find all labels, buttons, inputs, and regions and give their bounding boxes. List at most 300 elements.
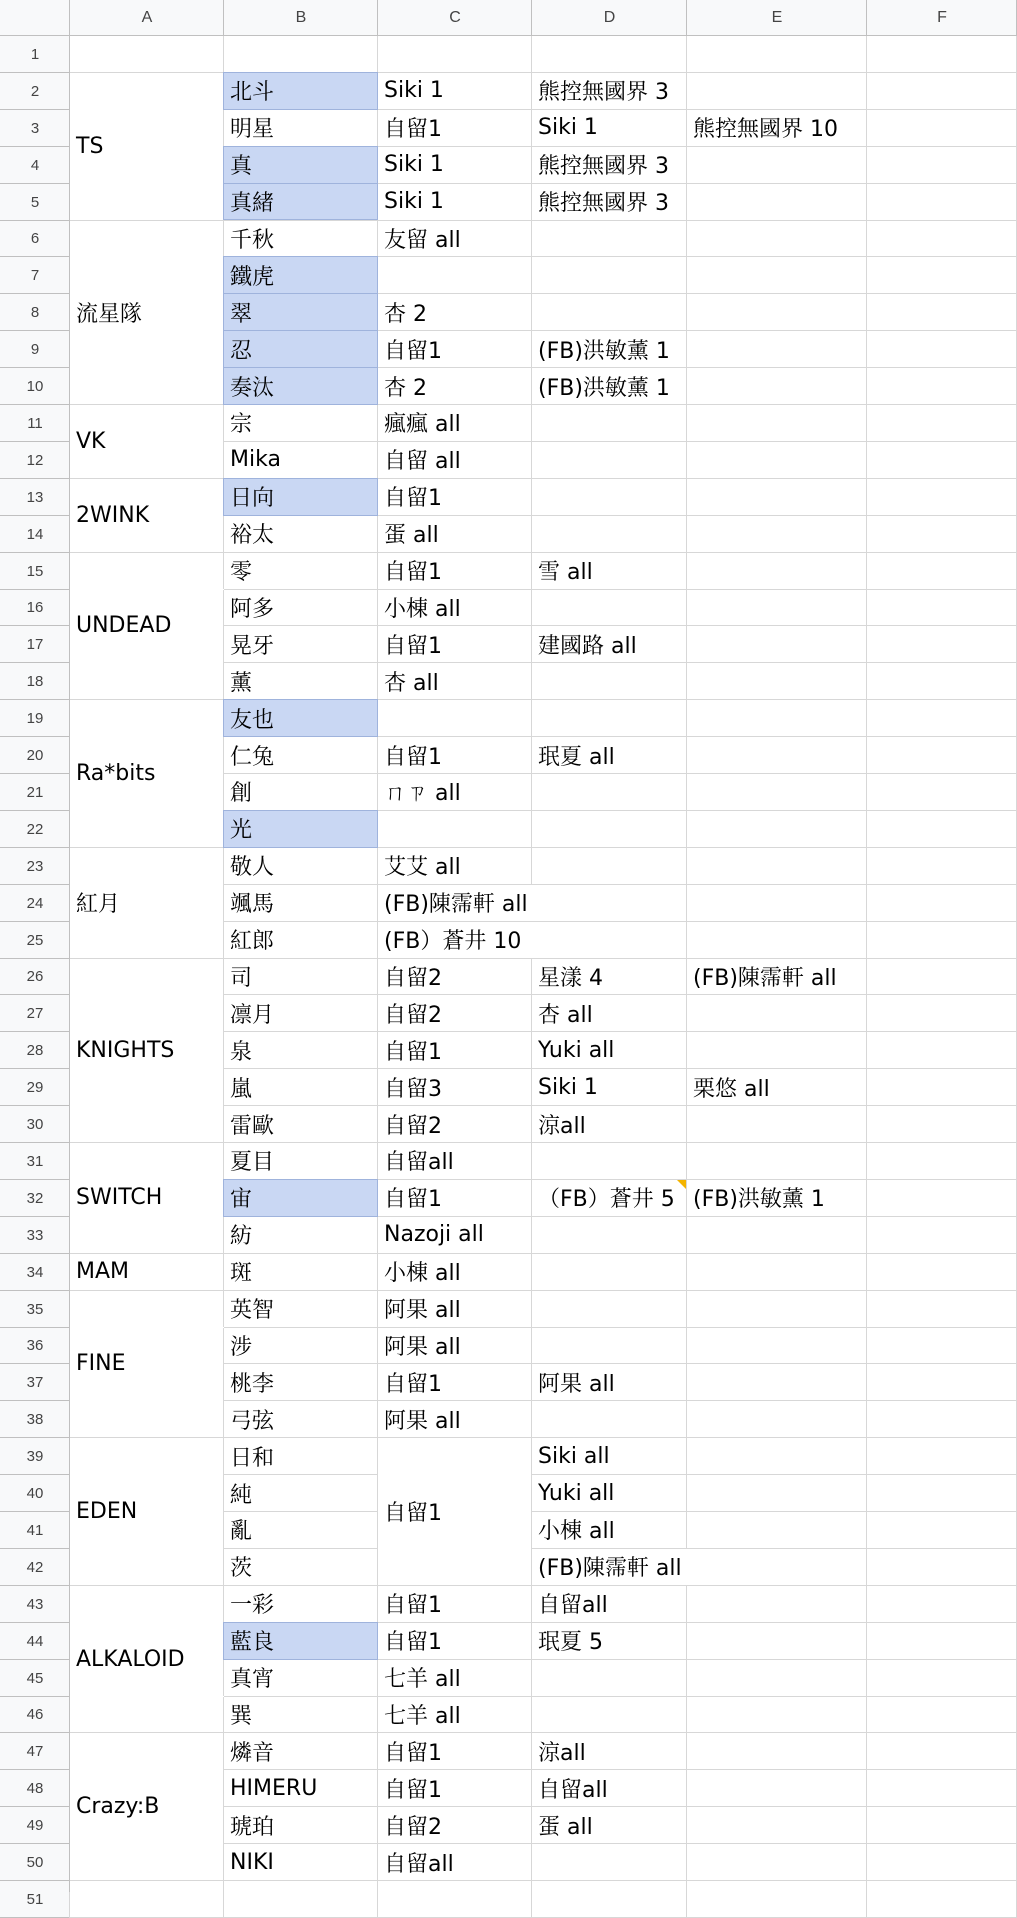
gridline [687, 1253, 867, 1254]
gridline [531, 774, 532, 811]
row-header[interactable]: 47 [0, 1733, 70, 1770]
cell[interactable]: 自留all [384, 1851, 454, 1877]
cell[interactable]: 自留2 [384, 1002, 442, 1028]
cell[interactable]: 宙 [224, 1180, 377, 1216]
cell[interactable]: 燐音 [230, 1740, 275, 1766]
cell[interactable]: 蛋 all [538, 1814, 593, 1840]
gridline [0, 921, 70, 922]
cell[interactable]: 杏 all [538, 1002, 593, 1028]
gridline [686, 1364, 687, 1401]
gridline [866, 1180, 867, 1217]
cell[interactable]: Yuki all [538, 1037, 615, 1063]
cell[interactable]: 瘋瘋 all [384, 412, 461, 438]
cell[interactable]: 自留1 [384, 1630, 442, 1656]
cell[interactable]: 小棟 all [384, 1261, 461, 1287]
row-header[interactable]: 40 [0, 1475, 70, 1512]
cell[interactable]: 奏汰 [224, 368, 377, 404]
gridline [867, 1769, 1017, 1770]
cell[interactable]: 自留 all [384, 449, 461, 475]
gridline [223, 36, 224, 73]
cell[interactable]: Siki 1 [384, 152, 444, 178]
cell[interactable]: 琥珀 [230, 1814, 275, 1840]
gridline [532, 220, 687, 221]
gridline [0, 1585, 70, 1586]
cell[interactable]: 斑 [230, 1261, 253, 1287]
row-header[interactable]: 9 [0, 331, 70, 368]
cell[interactable]: 雷歐 [230, 1113, 275, 1139]
cell[interactable]: 薰 [230, 670, 253, 696]
cell[interactable]: 自留1 [384, 486, 442, 512]
cell[interactable]: (FB）蒼井 10 [384, 929, 522, 955]
row-header[interactable]: 39 [0, 1438, 70, 1475]
cell-group[interactable]: SWITCH [70, 1143, 223, 1253]
gridline [377, 0, 378, 36]
row-header[interactable]: 3 [0, 110, 70, 147]
gridline [0, 847, 70, 848]
cell[interactable]: 阿多 [230, 596, 275, 622]
row-header[interactable]: 11 [0, 405, 70, 442]
cell[interactable]: 自留all [538, 1593, 608, 1619]
gridline [867, 1437, 1017, 1438]
cell-group[interactable]: ALKALOID [70, 1586, 223, 1733]
gridline [866, 1807, 867, 1844]
cell[interactable]: Siki all [538, 1443, 610, 1469]
row-header[interactable]: 32 [0, 1180, 70, 1217]
row-header[interactable]: 14 [0, 516, 70, 553]
gridline [531, 1291, 532, 1328]
gridline [687, 367, 867, 368]
gridline [686, 1143, 687, 1180]
gridline [867, 330, 1017, 331]
cell[interactable]: 熊控無國界 3 [538, 154, 669, 180]
row-header[interactable]: 18 [0, 663, 70, 700]
cell[interactable]: 自留2 [384, 1113, 442, 1139]
row-header[interactable]: 7 [0, 257, 70, 294]
gridline [686, 0, 687, 36]
cell[interactable]: 涼all [538, 1740, 586, 1766]
gridline [687, 515, 867, 516]
gridline [0, 958, 70, 959]
cell[interactable]: 雪 all [538, 560, 593, 586]
highlight-border [223, 810, 378, 848]
cell[interactable]: 自留all [384, 1150, 454, 1176]
gridline [686, 331, 687, 368]
cell[interactable]: Nazoji all [384, 1222, 484, 1248]
row-header[interactable]: 29 [0, 1069, 70, 1106]
row-header[interactable]: 5 [0, 184, 70, 221]
gridline [531, 848, 532, 885]
cell-group[interactable]: KNIGHTS [70, 959, 223, 1143]
cell-group[interactable]: MAM [70, 1254, 223, 1290]
gridline [686, 147, 687, 184]
cell[interactable]: 杏 2 [384, 301, 427, 327]
highlight-border [223, 1622, 378, 1660]
cell[interactable]: Yuki all [538, 1480, 615, 1506]
row-header[interactable]: 19 [0, 700, 70, 737]
cell[interactable]: (FB)陳霈軒 all [693, 965, 837, 991]
gridline [686, 257, 687, 294]
gridline [531, 1401, 532, 1438]
row-header[interactable]: 15 [0, 553, 70, 590]
gridline [687, 625, 867, 626]
row-header[interactable]: 36 [0, 1328, 70, 1365]
column-header-e[interactable]: E [687, 0, 867, 36]
cell[interactable]: 杏 2 [384, 375, 427, 401]
gridline [532, 1659, 687, 1660]
row-header[interactable]: 37 [0, 1364, 70, 1401]
row-header[interactable]: 49 [0, 1807, 70, 1844]
gridline [867, 662, 1017, 663]
comment-indicator-icon[interactable] [677, 1180, 686, 1189]
gridline [867, 441, 1017, 442]
cell[interactable]: 自留2 [384, 1814, 442, 1840]
cell[interactable]: 珉夏 all [538, 744, 615, 770]
column-header-d[interactable]: D [532, 0, 687, 36]
gridline [687, 847, 867, 848]
gridline [867, 1105, 1017, 1106]
column-header-f[interactable]: F [867, 0, 1017, 36]
gridline [686, 294, 687, 331]
cell[interactable]: 泉 [230, 1039, 253, 1065]
row-header[interactable]: 2 [0, 73, 70, 110]
gridline [867, 589, 1017, 590]
row-header[interactable]: 13 [0, 479, 70, 516]
row-header[interactable]: 31 [0, 1143, 70, 1180]
cell-group[interactable]: 2WINK [70, 479, 223, 552]
gridline [866, 1475, 867, 1512]
cell[interactable]: 真 [224, 147, 377, 183]
row-header[interactable]: 21 [0, 774, 70, 811]
cell[interactable]: 涼all [538, 1113, 586, 1139]
cell[interactable]: 紡 [230, 1224, 253, 1250]
gridline [70, 1880, 224, 1881]
gridline [866, 848, 867, 885]
gridline [0, 1732, 70, 1733]
gridline [0, 1327, 70, 1328]
row-header[interactable]: 26 [0, 959, 70, 996]
cell[interactable]: (FB)洪敏薰 1 [693, 1187, 825, 1213]
cell[interactable]: 鐵虎 [224, 257, 377, 293]
cell[interactable]: 明星 [230, 117, 275, 143]
cell[interactable]: 裕太 [230, 523, 275, 549]
gridline [0, 35, 1017, 36]
cell[interactable]: 自留1 [384, 1371, 442, 1397]
cell[interactable]: 建國路 all [538, 633, 637, 659]
cell-group[interactable]: Ra*bits [70, 700, 223, 847]
row-header[interactable]: 35 [0, 1291, 70, 1328]
cell-group[interactable]: VK [70, 405, 223, 478]
cell[interactable]: 弓弦 [230, 1408, 275, 1434]
gridline [687, 146, 867, 147]
cell[interactable]: 珉夏 5 [538, 1630, 603, 1656]
cell[interactable]: 涉 [230, 1334, 253, 1360]
cell[interactable]: 紅郎 [230, 929, 275, 955]
cell-merged[interactable]: 自留1 [378, 1438, 531, 1585]
row-header[interactable]: 27 [0, 995, 70, 1032]
cell[interactable]: 日和 [230, 1445, 275, 1471]
row-header[interactable]: 33 [0, 1217, 70, 1254]
cell[interactable]: NIKI [230, 1849, 274, 1875]
cell[interactable]: 晃牙 [230, 633, 275, 659]
column-header-c[interactable]: C [378, 0, 532, 36]
cell[interactable]: Mika [230, 447, 281, 473]
row-header[interactable]: 8 [0, 294, 70, 331]
gridline [867, 1880, 1017, 1881]
row-header[interactable]: 50 [0, 1844, 70, 1881]
cell[interactable]: 艾艾 all [384, 855, 461, 881]
row-header[interactable]: 25 [0, 922, 70, 959]
row-header[interactable]: 10 [0, 368, 70, 405]
cell[interactable]: (FB)陳霈軒 all [538, 1556, 682, 1582]
cell-group[interactable]: Crazy:B [70, 1733, 223, 1880]
cell[interactable]: 自留1 [384, 1039, 442, 1065]
cell[interactable]: 自留1 [384, 1740, 442, 1766]
gridline [531, 1143, 532, 1180]
gridline [687, 1031, 867, 1032]
gridline [0, 1548, 70, 1549]
cell[interactable]: 星漾 4 [538, 965, 603, 991]
gridline [0, 1659, 70, 1660]
cell[interactable]: 七羊 all [384, 1667, 461, 1693]
cell[interactable]: 英智 [230, 1298, 275, 1324]
gridline [0, 1880, 70, 1881]
gridline [687, 921, 867, 922]
gridline [687, 1585, 867, 1586]
gridline [0, 1068, 70, 1069]
gridline [532, 478, 687, 479]
cell[interactable]: 熊控無國界 3 [538, 80, 669, 106]
row-header[interactable]: 24 [0, 885, 70, 922]
gridline [687, 699, 867, 700]
cell[interactable]: 颯馬 [230, 892, 275, 918]
highlight-border [223, 293, 378, 331]
gridline [0, 367, 70, 368]
gridline [531, 1217, 532, 1254]
gridline [531, 36, 532, 73]
gridline [687, 773, 867, 774]
cell[interactable]: 阿果 all [384, 1408, 461, 1434]
cell[interactable]: 純 [230, 1482, 253, 1508]
cell[interactable]: 敬人 [230, 855, 275, 881]
cell-group[interactable]: 紅月 [70, 848, 223, 958]
cell[interactable]: 北斗 [224, 73, 377, 109]
gridline [531, 811, 532, 848]
gridline [686, 1512, 687, 1549]
cell[interactable]: 小棟 all [384, 596, 461, 622]
cell[interactable]: 杏 all [384, 670, 439, 696]
row-header[interactable]: 48 [0, 1770, 70, 1807]
gridline [867, 1622, 1017, 1623]
gridline [866, 811, 867, 848]
gridline [867, 146, 1017, 147]
cell[interactable]: 自留3 [384, 1076, 442, 1102]
gridline [686, 1032, 687, 1069]
row-header[interactable]: 42 [0, 1549, 70, 1586]
gridline [686, 442, 687, 479]
select-all-corner[interactable] [0, 0, 70, 36]
cell[interactable]: HIMERU [230, 1775, 318, 1801]
cell[interactable]: 蛋 all [384, 523, 439, 549]
cell[interactable]: 真緒 [224, 184, 377, 220]
row-header[interactable]: 45 [0, 1660, 70, 1697]
gridline [866, 147, 867, 184]
row-header[interactable]: 6 [0, 221, 70, 258]
gridline [0, 293, 70, 294]
gridline [867, 1511, 1017, 1512]
cell[interactable]: 自留1 [384, 117, 442, 143]
gridline [687, 1843, 867, 1844]
cell[interactable]: 自留1 [384, 633, 442, 659]
cell[interactable]: 司 [230, 965, 253, 991]
cell-group[interactable]: FINE [70, 1291, 223, 1438]
cell[interactable]: 藍良 [224, 1623, 377, 1659]
gridline [0, 72, 70, 73]
cell[interactable]: 友也 [224, 700, 377, 736]
row-header[interactable]: 41 [0, 1512, 70, 1549]
cell[interactable]: 自留1 [384, 1593, 442, 1619]
cell[interactable]: 仁兔 [230, 744, 275, 770]
cell[interactable]: 日向 [224, 479, 377, 515]
cell[interactable]: Siki 1 [384, 189, 444, 215]
row-header[interactable]: 12 [0, 442, 70, 479]
cell[interactable]: 宗 [230, 412, 253, 438]
gridline [686, 995, 687, 1032]
gridline [532, 662, 687, 663]
row-header[interactable]: 1 [0, 36, 70, 73]
gridline [532, 1290, 687, 1291]
cell[interactable]: 自留1 [384, 1777, 442, 1803]
gridline [0, 1031, 70, 1032]
cell[interactable]: 七羊 all [384, 1703, 461, 1729]
cell[interactable]: 熊控無國界 10 [693, 117, 838, 143]
gridline [687, 1105, 867, 1106]
gridline [0, 1437, 70, 1438]
cell[interactable]: 阿果 all [384, 1298, 461, 1324]
gridline [531, 516, 532, 553]
gridline [532, 810, 687, 811]
gridline [532, 1216, 687, 1217]
cell[interactable]: 千秋 [230, 227, 275, 253]
cell[interactable]: 栗悠 all [693, 1076, 770, 1102]
cell[interactable]: Siki 1 [538, 1074, 598, 1100]
cell[interactable]: 真宵 [230, 1667, 275, 1693]
cell[interactable]: 阿果 all [384, 1334, 461, 1360]
column-header-a[interactable]: A [70, 0, 224, 36]
gridline [378, 699, 532, 700]
cell-group[interactable]: TS [70, 73, 223, 220]
gridline [866, 110, 867, 147]
cell[interactable]: 夏目 [230, 1150, 275, 1176]
cell[interactable]: 凛月 [230, 1002, 275, 1028]
gridline [532, 1880, 687, 1881]
row-header[interactable]: 43 [0, 1586, 70, 1623]
gridline [531, 294, 532, 331]
gridline [0, 1363, 70, 1364]
cell[interactable]: 自留1 [384, 744, 442, 770]
row-header[interactable]: 16 [0, 590, 70, 627]
gridline [687, 220, 867, 221]
cell[interactable]: 零 [230, 560, 253, 586]
gridline [686, 1623, 687, 1660]
cell[interactable]: 一彩 [230, 1593, 275, 1619]
gridline [867, 1696, 1017, 1697]
cell[interactable]: (FB)洪敏薰 1 [538, 338, 670, 364]
cell[interactable]: （FB）蒼井 5 [538, 1187, 675, 1213]
gridline [0, 1843, 70, 1844]
gridline [867, 625, 1017, 626]
cell[interactable]: 桃李 [230, 1371, 275, 1397]
cell[interactable]: 自留1 [384, 338, 442, 364]
gridline [687, 183, 867, 184]
cell[interactable]: 嵐 [230, 1076, 253, 1102]
gridline [866, 36, 867, 73]
cell[interactable]: Siki 1 [384, 78, 444, 104]
cell[interactable]: 自留2 [384, 965, 442, 991]
row-header[interactable]: 17 [0, 626, 70, 663]
cell-group[interactable]: EDEN [70, 1438, 223, 1585]
cell[interactable]: Siki 1 [538, 115, 598, 141]
gridline [866, 885, 867, 922]
column-header-b[interactable]: B [224, 0, 378, 36]
cell-group[interactable]: 流星隊 [70, 221, 223, 405]
cell-group[interactable]: UNDEAD [70, 553, 223, 700]
row-header[interactable]: 28 [0, 1032, 70, 1069]
cell[interactable]: ㄇㄗ all [384, 781, 461, 807]
gridline [687, 1216, 867, 1217]
gridline [866, 1770, 867, 1807]
cell[interactable]: 自留1 [384, 1187, 442, 1213]
row-header[interactable]: 51 [0, 1881, 70, 1918]
cell[interactable]: 友留 all [384, 227, 461, 253]
cell[interactable]: 巽 [230, 1703, 253, 1729]
gridline [866, 221, 867, 258]
cell[interactable]: 亂 [230, 1519, 253, 1545]
row-header[interactable]: 4 [0, 147, 70, 184]
cell[interactable]: 阿果 all [538, 1371, 615, 1397]
row-header[interactable]: 22 [0, 811, 70, 848]
gridline [531, 257, 532, 294]
cell[interactable]: 熊控無國界 3 [538, 191, 669, 217]
cell[interactable]: 忍 [224, 331, 377, 367]
gridline [531, 479, 532, 516]
gridline [531, 700, 532, 737]
gridline [867, 109, 1017, 110]
cell[interactable]: (FB)洪敏薰 1 [538, 375, 670, 401]
cell[interactable]: 翠 [224, 294, 377, 330]
row-header[interactable]: 30 [0, 1106, 70, 1143]
gridline [532, 1843, 687, 1844]
gridline [687, 1548, 867, 1549]
gridline [867, 699, 1017, 700]
cell[interactable]: 自留1 [384, 560, 442, 586]
row-header[interactable]: 34 [0, 1254, 70, 1291]
cell[interactable]: 茨 [230, 1556, 253, 1582]
row-header[interactable]: 23 [0, 848, 70, 885]
gridline [866, 553, 867, 590]
gridline [866, 1881, 867, 1918]
row-header[interactable]: 20 [0, 737, 70, 774]
cell[interactable]: 創 [230, 781, 253, 807]
cell[interactable]: 小棟 all [538, 1519, 615, 1545]
cell[interactable]: 光 [224, 811, 377, 847]
cell[interactable]: (FB)陳霈軒 all [384, 892, 528, 918]
gridline [687, 1511, 867, 1512]
gridline [686, 1217, 687, 1254]
row-header[interactable]: 44 [0, 1623, 70, 1660]
row-header[interactable]: 46 [0, 1697, 70, 1734]
cell[interactable]: 自留all [538, 1777, 608, 1803]
row-header[interactable]: 38 [0, 1401, 70, 1438]
